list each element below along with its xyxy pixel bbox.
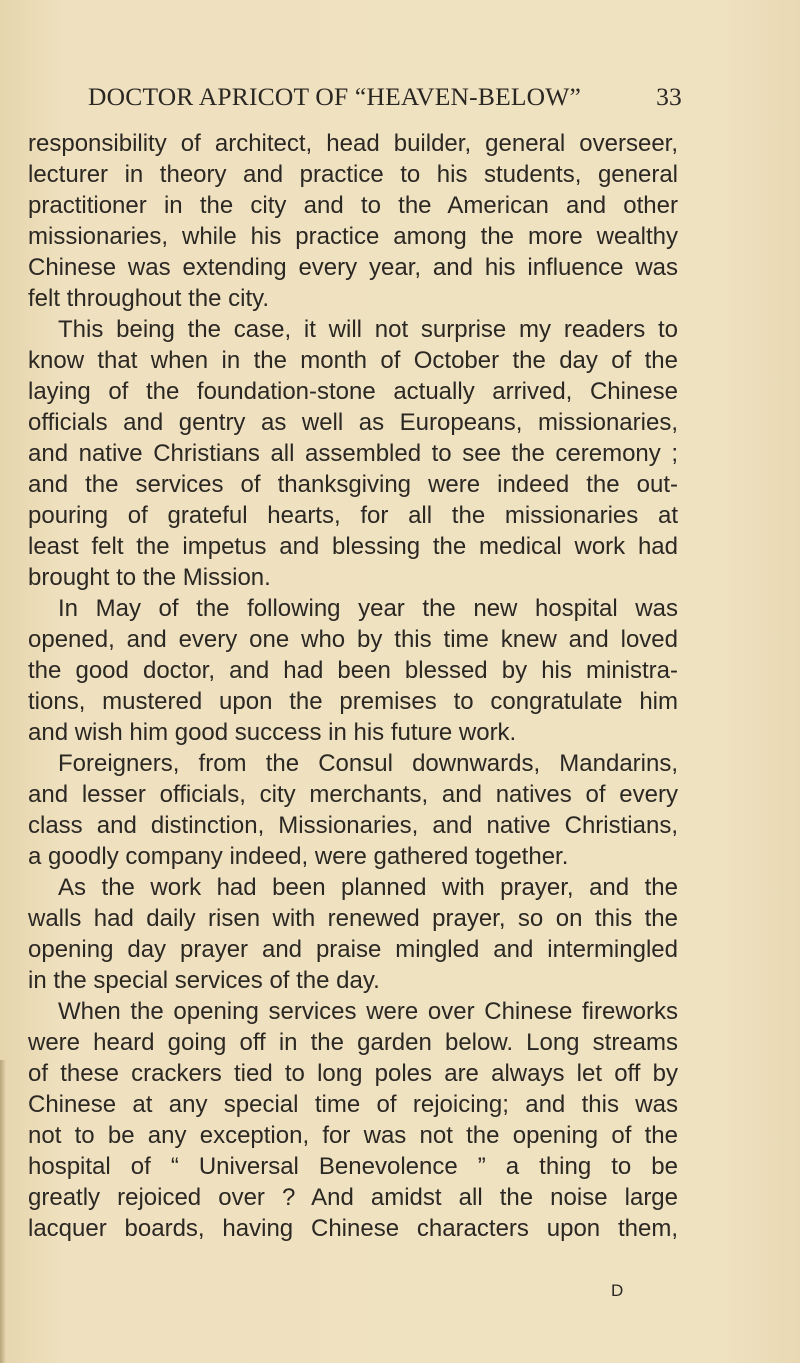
running-title: DOCTOR APRICOT OF “HEAVEN-BELOW” [88,82,582,111]
text-line: the good doctor, and had been blessed by his ministra- [28,657,678,684]
text-line: class and distinction, Missionaries, and native Christians, [28,812,678,839]
text-line: pouring of grateful hearts, for all the missionaries at [28,502,678,529]
text-line: and the services of thanksgiving were indeed the out- [28,471,678,498]
text-line: Chinese was extending every year, and his influence was [28,254,678,281]
text-line: a goodly company indeed, were gathered together. [28,843,569,870]
page-header [88,82,688,118]
text-line: greatly rejoiced over ? And amidst all the noise large [28,1184,678,1211]
text-line: missionaries, while his practice among the more wealthy [28,223,678,250]
text-line: and native Christians all assembled to see the ceremony ; [28,440,678,467]
text-line: In May of the following year the new hospital was [58,595,678,622]
text-line: not to be any exception, for was not the opening of the [28,1122,678,1149]
text-line: of these crackers tied to long poles are always let off by [28,1060,678,1087]
text-line: and wish him good success in his future work. [28,719,517,746]
text-line: laying of the foundation-stone actually arrived, Chinese [28,378,678,405]
text-line: lecturer in theory and practice to his students, general [28,161,678,188]
signature-mark: D [611,1281,624,1300]
text-line: felt throughout the city. [28,285,270,312]
text-line: least felt the impetus and blessing the medical work had [28,533,678,560]
text-line: Foreigners, from the Consul downwards, Mandarins, [58,750,678,777]
text-line: brought to the Mission. [28,564,271,591]
text-line: Chinese at any special time of rejoicing; and this was [28,1091,678,1118]
page-edge-shadow [0,1060,6,1363]
text-line: opening day prayer and praise mingled and intermingled [28,936,678,963]
text-line: opened, and every one who by this time knew and loved [28,626,678,653]
text-line: hospital of “ Universal Benevolence ” a thing to be [28,1153,678,1180]
text-line: responsibility of architect, head builder, general overseer, [28,130,678,157]
text-line: This being the case, it will not surprise my readers to [58,316,678,343]
text-line: in the special services of the day. [28,967,380,994]
text-line: were heard going off in the garden below. Long streams [28,1029,678,1056]
page-number: 33 [656,82,682,111]
text-line: practitioner in the city and to the American and other [28,192,678,219]
text-line: lacquer boards, having Chinese characters upon them, [28,1215,678,1242]
body-text [28,128,678,1244]
text-line: walls had daily risen with renewed prayer, so on this the [28,905,678,932]
text-line: know that when in the month of October the day of the [28,347,678,374]
text-line: When the opening services were over Chinese fireworks [58,998,678,1025]
text-line: tions, mustered upon the premises to congratulate him [28,688,678,715]
text-line: and lesser officials, city merchants, and natives of every [28,781,678,808]
text-line: officials and gentry as well as Europeans, missionaries, [28,409,678,436]
text-line: As the work had been planned with prayer, and the [58,874,678,901]
